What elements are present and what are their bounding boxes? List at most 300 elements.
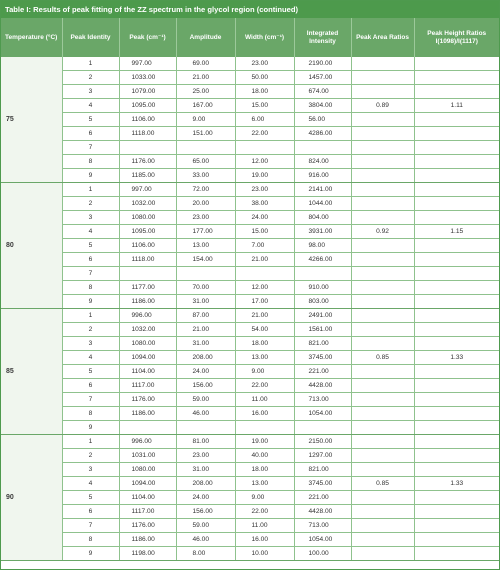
width-cell: 40.00 — [235, 449, 294, 463]
width-cell: 12.00 — [235, 281, 294, 295]
integrated-intensity-cell: 2141.00 — [294, 183, 351, 197]
integrated-intensity-cell: 910.00 — [294, 281, 351, 295]
integrated-intensity-cell: 1457.00 — [294, 71, 351, 85]
amplitude-cell: 65.00 — [176, 155, 235, 169]
amplitude-cell: 33.00 — [176, 169, 235, 183]
integrated-intensity-cell: 713.00 — [294, 393, 351, 407]
peak-identity-cell: 9 — [62, 421, 119, 435]
header-peak-height-ratios: Peak Height Ratios I(1098)/I(1117) — [414, 18, 499, 57]
peak-cell: 1095.00 — [119, 99, 176, 113]
width-cell: 7.00 — [235, 239, 294, 253]
peak-height-ratio-cell — [414, 337, 499, 351]
peak-cell: 996.00 — [119, 309, 176, 323]
peak-identity-cell: 2 — [62, 71, 119, 85]
amplitude-cell — [176, 267, 235, 281]
integrated-intensity-cell: 3804.00 — [294, 99, 351, 113]
width-cell — [235, 141, 294, 155]
peak-cell: 1106.00 — [119, 239, 176, 253]
peak-height-ratio-cell — [414, 169, 499, 183]
peak-height-ratio-cell — [414, 71, 499, 85]
peak-identity-cell: 3 — [62, 463, 119, 477]
peak-area-ratio-cell — [351, 113, 414, 127]
peak-area-ratio-cell: 0.85 — [351, 477, 414, 491]
peak-cell: 1033.00 — [119, 71, 176, 85]
peak-cell: 1080.00 — [119, 337, 176, 351]
peak-cell: 1032.00 — [119, 197, 176, 211]
peak-identity-cell: 6 — [62, 379, 119, 393]
peak-identity-cell: 8 — [62, 533, 119, 547]
peak-height-ratio-cell — [414, 519, 499, 533]
peak-identity-cell: 4 — [62, 225, 119, 239]
peak-height-ratio-cell — [414, 421, 499, 435]
peak-cell: 1177.00 — [119, 281, 176, 295]
integrated-intensity-cell: 4286.00 — [294, 127, 351, 141]
table-row — [1, 407, 499, 421]
peak-cell: 1176.00 — [119, 519, 176, 533]
integrated-intensity-cell: 1054.00 — [294, 407, 351, 421]
width-cell — [235, 421, 294, 435]
integrated-intensity-cell: 100.00 — [294, 547, 351, 561]
width-cell: 15.00 — [235, 99, 294, 113]
peak-cell: 1094.00 — [119, 351, 176, 365]
integrated-intensity-cell: 1044.00 — [294, 197, 351, 211]
table-row — [1, 71, 499, 85]
table-row — [1, 547, 499, 561]
amplitude-cell: 21.00 — [176, 323, 235, 337]
peak-cell: 1185.00 — [119, 169, 176, 183]
peak-identity-cell: 3 — [62, 337, 119, 351]
peak-identity-cell: 3 — [62, 85, 119, 99]
table-row — [1, 449, 499, 463]
peak-identity-cell: 8 — [62, 407, 119, 421]
integrated-intensity-cell: 821.00 — [294, 337, 351, 351]
amplitude-cell: 46.00 — [176, 407, 235, 421]
peak-height-ratio-cell — [414, 267, 499, 281]
peak-cell: 1198.00 — [119, 547, 176, 561]
peak-area-ratio-cell — [351, 127, 414, 141]
peak-height-ratio-cell — [414, 491, 499, 505]
peak-area-ratio-cell — [351, 211, 414, 225]
width-cell: 11.00 — [235, 393, 294, 407]
amplitude-cell: 24.00 — [176, 365, 235, 379]
amplitude-cell: 151.00 — [176, 127, 235, 141]
peak-identity-cell: 1 — [62, 435, 119, 449]
integrated-intensity-cell: 916.00 — [294, 169, 351, 183]
header-row — [1, 18, 499, 57]
amplitude-cell: 46.00 — [176, 533, 235, 547]
header-peak-identity: Peak Identity — [62, 18, 119, 57]
integrated-intensity-cell: 2150.00 — [294, 435, 351, 449]
peak-area-ratio-cell — [351, 85, 414, 99]
peak-area-ratio-cell — [351, 281, 414, 295]
amplitude-cell: 31.00 — [176, 337, 235, 351]
peak-height-ratio-cell — [414, 295, 499, 309]
integrated-intensity-cell: 3745.00 — [294, 477, 351, 491]
peak-cell: 1104.00 — [119, 491, 176, 505]
width-cell: 17.00 — [235, 295, 294, 309]
peak-area-ratio-cell — [351, 295, 414, 309]
peak-identity-cell: 7 — [62, 267, 119, 281]
integrated-intensity-cell: 824.00 — [294, 155, 351, 169]
integrated-intensity-cell: 713.00 — [294, 519, 351, 533]
header-peak: Peak (cm⁻¹) — [119, 18, 176, 57]
width-cell: 38.00 — [235, 197, 294, 211]
peak-area-ratio-cell — [351, 435, 414, 449]
width-cell: 50.00 — [235, 71, 294, 85]
peak-area-ratio-cell — [351, 407, 414, 421]
peak-cell: 1094.00 — [119, 477, 176, 491]
peak-height-ratio-cell — [414, 533, 499, 547]
peak-identity-cell: 6 — [62, 127, 119, 141]
width-cell: 18.00 — [235, 463, 294, 477]
width-cell: 24.00 — [235, 211, 294, 225]
peak-cell: 1176.00 — [119, 155, 176, 169]
peak-cell: 1106.00 — [119, 113, 176, 127]
peak-area-ratio-cell — [351, 505, 414, 519]
amplitude-cell: 154.00 — [176, 253, 235, 267]
integrated-intensity-cell — [294, 267, 351, 281]
peak-height-ratio-cell — [414, 85, 499, 99]
table-row — [1, 365, 499, 379]
peak-identity-cell: 9 — [62, 295, 119, 309]
integrated-intensity-cell: 1297.00 — [294, 449, 351, 463]
peak-identity-cell: 5 — [62, 239, 119, 253]
integrated-intensity-cell: 98.00 — [294, 239, 351, 253]
peak-height-ratio-cell — [414, 183, 499, 197]
integrated-intensity-cell: 4428.00 — [294, 379, 351, 393]
peak-area-ratio-cell — [351, 155, 414, 169]
table-body — [1, 57, 499, 561]
amplitude-cell: 24.00 — [176, 491, 235, 505]
peak-height-ratio-cell — [414, 365, 499, 379]
peak-identity-cell: 7 — [62, 393, 119, 407]
width-cell — [235, 267, 294, 281]
amplitude-cell: 23.00 — [176, 449, 235, 463]
results-table — [1, 18, 499, 561]
width-cell: 16.00 — [235, 407, 294, 421]
integrated-intensity-cell: 1054.00 — [294, 533, 351, 547]
integrated-intensity-cell: 4428.00 — [294, 505, 351, 519]
integrated-intensity-cell: 2190.00 — [294, 57, 351, 71]
amplitude-cell: 156.00 — [176, 505, 235, 519]
header-amplitude: Amplitude — [176, 18, 235, 57]
peak-cell: 1104.00 — [119, 365, 176, 379]
table-row — [1, 225, 499, 239]
peak-height-ratio-cell — [414, 379, 499, 393]
peak-height-ratio-cell — [414, 211, 499, 225]
peak-identity-cell: 2 — [62, 323, 119, 337]
amplitude-cell: 31.00 — [176, 463, 235, 477]
integrated-intensity-cell: 4266.00 — [294, 253, 351, 267]
peak-cell: 1117.00 — [119, 379, 176, 393]
integrated-intensity-cell: 3745.00 — [294, 351, 351, 365]
amplitude-cell: 69.00 — [176, 57, 235, 71]
width-cell: 13.00 — [235, 477, 294, 491]
table-row — [1, 505, 499, 519]
peak-identity-cell: 1 — [62, 183, 119, 197]
amplitude-cell: 9.00 — [176, 113, 235, 127]
amplitude-cell: 31.00 — [176, 295, 235, 309]
peak-height-ratio-cell: 1.15 — [414, 225, 499, 239]
peak-area-ratio-cell — [351, 547, 414, 561]
table-row — [1, 281, 499, 295]
table-row — [1, 113, 499, 127]
integrated-intensity-cell: 821.00 — [294, 463, 351, 477]
peak-identity-cell: 8 — [62, 281, 119, 295]
table-row — [1, 519, 499, 533]
width-cell: 16.00 — [235, 533, 294, 547]
peak-cell: 1176.00 — [119, 393, 176, 407]
header-integrated-intensity: Integrated Intensity — [294, 18, 351, 57]
peak-cell: 1118.00 — [119, 253, 176, 267]
peak-height-ratio-cell — [414, 435, 499, 449]
peak-cell — [119, 141, 176, 155]
peak-cell: 1186.00 — [119, 407, 176, 421]
integrated-intensity-cell: 56.00 — [294, 113, 351, 127]
peak-identity-cell: 4 — [62, 99, 119, 113]
peak-height-ratio-cell — [414, 155, 499, 169]
peak-height-ratio-cell — [414, 127, 499, 141]
width-cell: 18.00 — [235, 337, 294, 351]
integrated-intensity-cell: 221.00 — [294, 365, 351, 379]
peak-area-ratio-cell — [351, 323, 414, 337]
peak-area-ratio-cell — [351, 309, 414, 323]
width-cell: 12.00 — [235, 155, 294, 169]
width-cell: 23.00 — [235, 183, 294, 197]
width-cell: 21.00 — [235, 309, 294, 323]
table-row — [1, 169, 499, 183]
table-row — [1, 267, 499, 281]
table-row — [1, 533, 499, 547]
peak-identity-cell: 5 — [62, 365, 119, 379]
integrated-intensity-cell: 803.00 — [294, 295, 351, 309]
peak-height-ratio-cell — [414, 281, 499, 295]
amplitude-cell: 23.00 — [176, 211, 235, 225]
peak-cell: 1186.00 — [119, 533, 176, 547]
width-cell: 19.00 — [235, 169, 294, 183]
peak-identity-cell: 3 — [62, 211, 119, 225]
amplitude-cell: 13.00 — [176, 239, 235, 253]
header-peak-area-ratios: Peak Area Ratios — [351, 18, 414, 57]
amplitude-cell — [176, 141, 235, 155]
table-row — [1, 309, 499, 323]
header-temperature: Temperature (°C) — [1, 18, 62, 57]
peak-area-ratio-cell — [351, 365, 414, 379]
amplitude-cell: 70.00 — [176, 281, 235, 295]
peak-identity-cell: 8 — [62, 155, 119, 169]
table-row — [1, 393, 499, 407]
table-row — [1, 99, 499, 113]
peak-area-ratio-cell — [351, 169, 414, 183]
peak-area-ratio-cell — [351, 463, 414, 477]
integrated-intensity-cell: 3931.00 — [294, 225, 351, 239]
table-row — [1, 253, 499, 267]
peak-cell: 1117.00 — [119, 505, 176, 519]
width-cell: 22.00 — [235, 505, 294, 519]
width-cell: 22.00 — [235, 379, 294, 393]
amplitude-cell: 21.00 — [176, 71, 235, 85]
peak-cell: 1079.00 — [119, 85, 176, 99]
table-row — [1, 463, 499, 477]
peak-cell: 997.00 — [119, 183, 176, 197]
peak-height-ratio-cell — [414, 449, 499, 463]
peak-height-ratio-cell — [414, 323, 499, 337]
peak-area-ratio-cell: 0.92 — [351, 225, 414, 239]
width-cell: 9.00 — [235, 491, 294, 505]
peak-identity-cell: 2 — [62, 197, 119, 211]
peak-area-ratio-cell — [351, 519, 414, 533]
peak-height-ratio-cell — [414, 505, 499, 519]
peak-height-ratio-cell — [414, 309, 499, 323]
peak-identity-cell: 9 — [62, 547, 119, 561]
amplitude-cell — [176, 421, 235, 435]
amplitude-cell: 59.00 — [176, 519, 235, 533]
amplitude-cell: 72.00 — [176, 183, 235, 197]
integrated-intensity-cell — [294, 141, 351, 155]
peak-area-ratio-cell — [351, 253, 414, 267]
table-row — [1, 57, 499, 71]
peak-height-ratio-cell — [414, 197, 499, 211]
peak-area-ratio-cell — [351, 141, 414, 155]
table-row — [1, 421, 499, 435]
width-cell: 21.00 — [235, 253, 294, 267]
table-row — [1, 85, 499, 99]
amplitude-cell: 156.00 — [176, 379, 235, 393]
peak-cell — [119, 267, 176, 281]
table-row — [1, 379, 499, 393]
integrated-intensity-cell: 674.00 — [294, 85, 351, 99]
integrated-intensity-cell: 804.00 — [294, 211, 351, 225]
table-row — [1, 491, 499, 505]
table-row — [1, 295, 499, 309]
amplitude-cell: 25.00 — [176, 85, 235, 99]
peak-area-ratio-cell — [351, 267, 414, 281]
peak-height-ratio-cell — [414, 141, 499, 155]
peak-area-ratio-cell — [351, 379, 414, 393]
table-row — [1, 211, 499, 225]
amplitude-cell: 208.00 — [176, 351, 235, 365]
amplitude-cell: 20.00 — [176, 197, 235, 211]
peak-area-ratio-cell: 0.89 — [351, 99, 414, 113]
width-cell: 10.00 — [235, 547, 294, 561]
table-row — [1, 337, 499, 351]
table-row — [1, 141, 499, 155]
peak-height-ratio-cell — [414, 113, 499, 127]
peak-cell: 1031.00 — [119, 449, 176, 463]
peak-height-ratio-cell: 1.33 — [414, 351, 499, 365]
table-title: Table I: Results of peak fitting of the ZZ spectrum in the glycol region (continued) — [1, 1, 499, 18]
amplitude-cell: 208.00 — [176, 477, 235, 491]
header-width: Width (cm⁻¹) — [235, 18, 294, 57]
integrated-intensity-cell — [294, 421, 351, 435]
peak-identity-cell: 5 — [62, 113, 119, 127]
width-cell: 54.00 — [235, 323, 294, 337]
peak-identity-cell: 4 — [62, 477, 119, 491]
temperature-cell: 75 — [1, 57, 62, 183]
peak-cell: 1080.00 — [119, 463, 176, 477]
temperature-cell: 80 — [1, 183, 62, 309]
peak-identity-cell: 1 — [62, 57, 119, 71]
table-row — [1, 155, 499, 169]
width-cell: 13.00 — [235, 351, 294, 365]
peak-identity-cell: 6 — [62, 253, 119, 267]
peak-cell — [119, 421, 176, 435]
peak-height-ratio-cell: 1.11 — [414, 99, 499, 113]
peak-area-ratio-cell — [351, 71, 414, 85]
peak-identity-cell: 5 — [62, 491, 119, 505]
peak-area-ratio-cell: 0.85 — [351, 351, 414, 365]
peak-area-ratio-cell — [351, 533, 414, 547]
peak-area-ratio-cell — [351, 57, 414, 71]
peak-height-ratio-cell — [414, 253, 499, 267]
width-cell: 23.00 — [235, 57, 294, 71]
amplitude-cell: 81.00 — [176, 435, 235, 449]
peak-area-ratio-cell — [351, 491, 414, 505]
peak-area-ratio-cell — [351, 337, 414, 351]
table-row — [1, 127, 499, 141]
table-row — [1, 239, 499, 253]
table-row — [1, 197, 499, 211]
temperature-cell: 90 — [1, 435, 62, 561]
width-cell: 9.00 — [235, 365, 294, 379]
amplitude-cell: 8.00 — [176, 547, 235, 561]
peak-area-ratio-cell — [351, 183, 414, 197]
peak-area-ratio-cell — [351, 449, 414, 463]
peak-identity-cell: 7 — [62, 519, 119, 533]
peak-identity-cell: 7 — [62, 141, 119, 155]
peak-identity-cell: 2 — [62, 449, 119, 463]
peak-height-ratio-cell — [414, 57, 499, 71]
temperature-cell: 85 — [1, 309, 62, 435]
amplitude-cell: 59.00 — [176, 393, 235, 407]
peak-identity-cell: 4 — [62, 351, 119, 365]
peak-identity-cell: 1 — [62, 309, 119, 323]
peak-cell: 1095.00 — [119, 225, 176, 239]
table-row — [1, 183, 499, 197]
peak-identity-cell: 6 — [62, 505, 119, 519]
table-row — [1, 323, 499, 337]
width-cell: 15.00 — [235, 225, 294, 239]
width-cell: 6.00 — [235, 113, 294, 127]
peak-cell: 1032.00 — [119, 323, 176, 337]
peak-height-ratio-cell — [414, 239, 499, 253]
width-cell: 18.00 — [235, 85, 294, 99]
peak-cell: 1118.00 — [119, 127, 176, 141]
table-row — [1, 351, 499, 365]
peak-height-ratio-cell — [414, 407, 499, 421]
peak-identity-cell: 9 — [62, 169, 119, 183]
peak-height-ratio-cell — [414, 463, 499, 477]
integrated-intensity-cell: 221.00 — [294, 491, 351, 505]
width-cell: 19.00 — [235, 435, 294, 449]
amplitude-cell: 87.00 — [176, 309, 235, 323]
width-cell: 11.00 — [235, 519, 294, 533]
peak-height-ratio-cell — [414, 547, 499, 561]
table-row — [1, 435, 499, 449]
width-cell: 22.00 — [235, 127, 294, 141]
peak-height-ratio-cell: 1.33 — [414, 477, 499, 491]
integrated-intensity-cell: 1561.00 — [294, 323, 351, 337]
peak-area-ratio-cell — [351, 393, 414, 407]
peak-cell: 996.00 — [119, 435, 176, 449]
peak-area-ratio-cell — [351, 239, 414, 253]
peak-cell: 997.00 — [119, 57, 176, 71]
peak-area-ratio-cell — [351, 421, 414, 435]
amplitude-cell: 167.00 — [176, 99, 235, 113]
integrated-intensity-cell: 2491.00 — [294, 309, 351, 323]
peak-cell: 1186.00 — [119, 295, 176, 309]
amplitude-cell: 177.00 — [176, 225, 235, 239]
